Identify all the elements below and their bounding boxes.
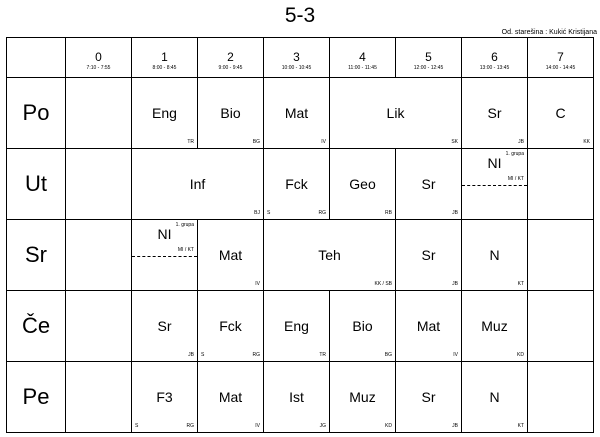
subject: NI [487,155,502,171]
day-row [7,78,594,149]
period-header [528,38,594,78]
room-code: RG [252,352,260,358]
lesson-cell [264,362,330,433]
period-header [66,38,132,78]
lesson-cell [132,78,198,149]
lesson-cell [462,220,528,291]
room-code: IV [453,352,458,358]
room-code: MI / KT [177,247,194,253]
subject: Muz [481,318,508,334]
lesson-cell [264,291,330,362]
day-label: Po [7,78,66,149]
period-number: 5 [425,50,432,64]
room-code: IV [321,139,326,145]
lesson-cell [198,362,264,433]
lesson-cell [66,362,132,433]
lesson-cell [528,78,594,149]
room-code: RB [385,210,392,216]
period-header [396,38,462,78]
lesson-cell [396,291,462,362]
lesson-cell [66,220,132,291]
period-header [198,38,264,78]
subject: Ist [289,389,304,405]
day-row [7,291,594,362]
lesson-cell [462,78,528,149]
subject: Sr [487,105,502,121]
teacher-code: S [135,423,139,429]
head-teacher: Od. starešina : Kukić Kristijana [501,29,597,36]
room-code: JG [319,423,326,429]
room-code: TR [187,139,194,145]
subject: NI [157,226,172,242]
subject: F3 [156,389,173,405]
subject: Muz [349,389,376,405]
subject: Sr [421,176,436,192]
lesson-cell [330,291,396,362]
lesson-cell [66,149,132,220]
lesson-cell [396,220,462,291]
lesson-cell [462,362,528,433]
room-code: SK [451,139,458,145]
period-time: 12:00 - 12:45 [413,65,444,71]
subject: Inf [189,176,206,192]
period-number: 1 [161,50,168,64]
lesson-cell [330,362,396,433]
lesson-cell [528,220,594,291]
subject: Mat [416,318,441,334]
lesson-cell [198,220,264,291]
room-code: BJ [254,210,260,216]
subject: Bio [220,105,241,121]
period-time: 14:00 - 14:45 [545,65,576,71]
room-code: KK / SB [374,281,392,287]
day-row [7,220,594,291]
lesson-cell [132,362,198,433]
lesson-cell [330,149,396,220]
teacher-code: S [267,210,271,216]
room-code: KT [517,281,524,287]
period-number: 4 [359,50,366,64]
period-time: 11:00 - 11:45 [348,65,377,71]
lesson-cell [132,149,264,220]
class-title: 5-3 [284,4,316,27]
day-label: Sr [7,220,66,291]
period-time: 9:00 - 9:45 [218,65,243,71]
period-time: 10:00 - 10:45 [281,65,312,71]
period-header [132,38,198,78]
room-code: JB [452,281,458,287]
day-label: Če [7,291,66,362]
room-code: RG [318,210,326,216]
period-number: 7 [557,50,564,64]
room-code: MI / KT [507,176,524,182]
subject: Sr [157,318,172,334]
period-number: 2 [227,50,234,64]
room-code: BG [252,139,260,145]
subject: Fck [219,318,242,334]
lesson-cell [462,291,528,362]
header-row [7,38,594,78]
split-lesson [462,149,527,186]
lesson-cell [132,220,198,291]
subject: N [489,247,500,263]
lesson-cell [528,149,594,220]
subject: Sr [421,389,436,405]
lesson-cell [198,78,264,149]
lesson-cell [264,149,330,220]
subject: Bio [352,318,373,334]
day-label: Ut [7,149,66,220]
subject: Eng [152,105,177,121]
period-header [264,38,330,78]
room-code: TR [319,352,326,358]
subject: Fck [285,176,308,192]
subject: Lik [386,105,405,121]
subject: Geo [349,176,376,192]
room-code: JB [452,210,458,216]
day-row [7,362,594,433]
lesson-cell [330,78,462,149]
lesson-cell [264,220,396,291]
lesson-cell [462,149,528,220]
timetable [6,37,594,433]
room-code: KK [583,139,590,145]
subject: Mat [284,105,309,121]
period-number: 3 [293,50,300,64]
room-code: BG [384,352,392,358]
subject: Teh [318,247,341,263]
room-code: JB [188,352,194,358]
room-code: JB [452,423,458,429]
room-code: JB [518,139,524,145]
group-label: 1. grupa [175,222,194,228]
period-number: 0 [95,50,102,64]
period-header [462,38,528,78]
teacher-code: S [201,352,205,358]
period-time: 8:00 - 8:45 [152,65,177,71]
lesson-cell [528,362,594,433]
room-code: IV [255,281,260,287]
period-header [330,38,396,78]
corner-cell [7,38,66,78]
lesson-cell [396,362,462,433]
lesson-cell [396,149,462,220]
lesson-cell [66,291,132,362]
subject: Sr [421,247,436,263]
day-row [7,149,594,220]
period-number: 6 [491,50,498,64]
day-label: Pe [7,362,66,433]
lesson-cell [132,291,198,362]
room-code: KD [385,423,392,429]
lesson-cell [198,291,264,362]
subject: Eng [284,318,309,334]
lesson-cell [66,78,132,149]
split-lesson [132,220,197,257]
subject: Mat [218,247,243,263]
period-time: 7:10 - 7:55 [86,65,111,71]
period-time: 13:00 - 13:45 [479,65,510,71]
room-code: RG [186,423,194,429]
room-code: KD [517,352,524,358]
group-label: 1. grupa [505,151,524,157]
subject: Mat [218,389,243,405]
lesson-cell [264,78,330,149]
room-code: KT [517,423,524,429]
subject: N [489,389,500,405]
room-code: IV [255,423,260,429]
lesson-cell [528,291,594,362]
subject: C [555,105,566,121]
